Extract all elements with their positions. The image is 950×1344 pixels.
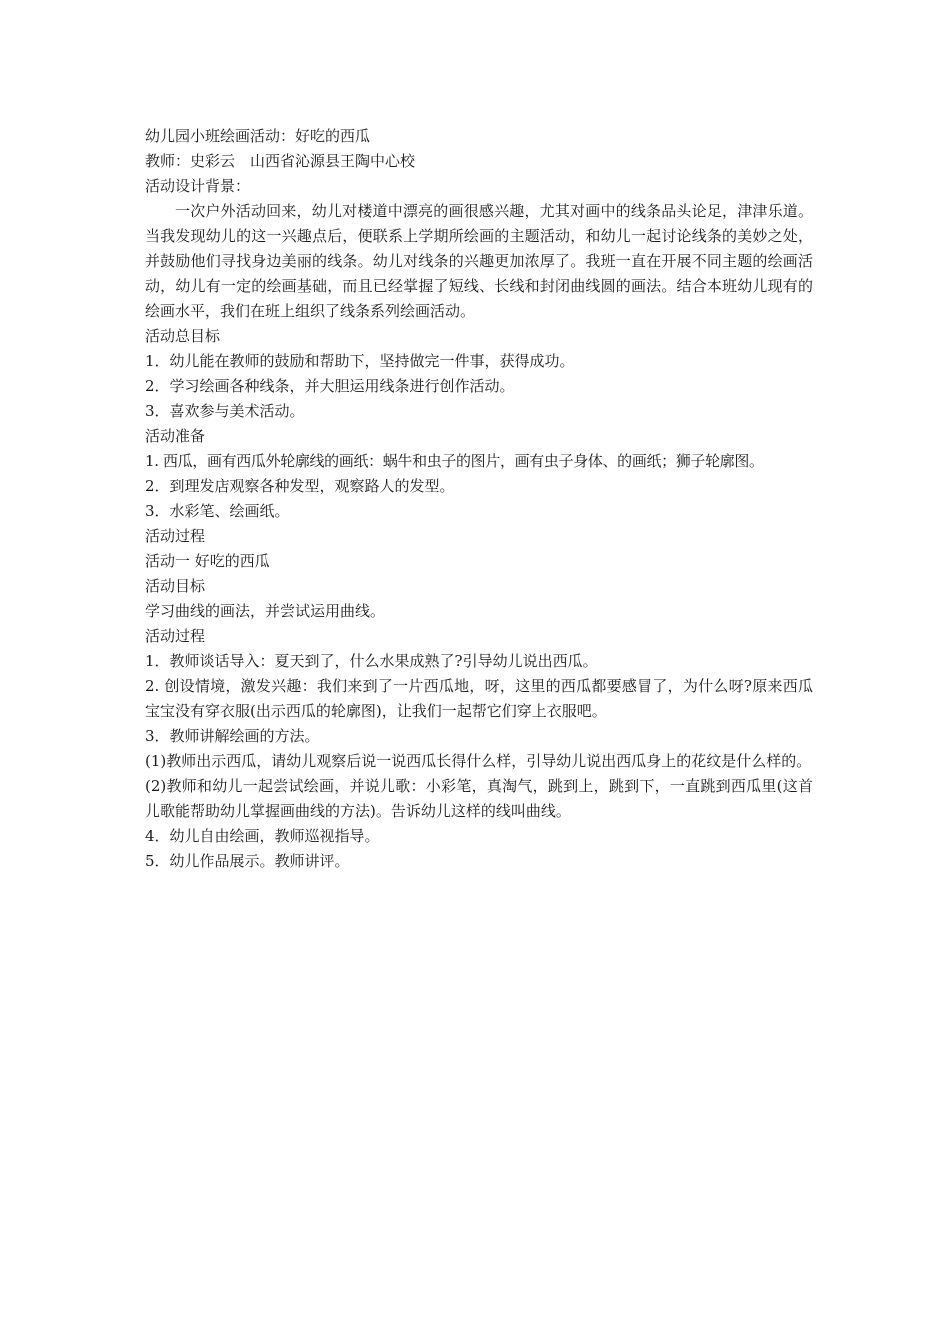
step-item: 1．教师谈话导入：夏天到了，什么水果成熟了?引导幼儿说出西瓜。 (145, 652, 598, 670)
goal-item: 3．喜欢参与美术活动。 (145, 402, 305, 420)
prep-item: 1. 西瓜，画有西瓜外轮廓线的画纸：蜗牛和虫子的图片，画有虫子身体、的画纸；狮子轮廓图。 (145, 452, 764, 470)
goals-heading: 活动总目标 (145, 327, 221, 345)
step-item: (1)教师出示西瓜，请幼儿观察后说一说西瓜长得什么样，引导幼儿说出西瓜身上的花纹是什么样的。 (145, 752, 812, 770)
step-item: 2. 创设情境，激发兴趣：我们来到了一片西瓜地，呀，这里的西瓜都要感冒了，为什么呀?原来西瓜宝宝没有穿衣服(出示西瓜的轮廓图)，让我们一起帮它们穿上衣服吧。 (145, 677, 813, 720)
step-item: 5．幼儿作品展示。教师讲评。 (145, 852, 350, 870)
goal-item: 2．学习绘画各种线条，并大胆运用线条进行创作活动。 (145, 377, 515, 395)
objective-text: 学习曲线的画法，并尝试运用曲线。 (145, 602, 386, 620)
objective-heading: 活动目标 (145, 577, 206, 595)
background-paragraph: 一次户外活动回来，幼儿对楼道中漂亮的画很感兴趣，尤其对画中的线条品头论足，津津乐道。当我发现幼儿的这一兴趣点后，便联系上学期所绘画的主题活动，和幼儿一起讨论线条的美妙之处，并鼓励他们寻找身边美丽的线条。幼儿对线条的兴趣更加浓厚了。我班一直在开展不同主题的绘画活动，幼儿有一定的绘画基础，而且已经掌握了短线、长线和封闭曲线圆的画法。结合本班幼儿现有的绘画水平，我们在班上组织了线条系列绘画活动。 (145, 202, 813, 320)
background-heading: 活动设计背景： (145, 177, 251, 195)
author-line: 教师：史彩云 山西省沁源县王陶中心校 (145, 152, 416, 170)
process-heading: 活动过程 (145, 527, 206, 545)
document-body (145, 124, 813, 874)
step-item: 4．幼儿自由绘画，教师巡视指导。 (145, 827, 380, 845)
prep-item: 3．水彩笔、绘画纸。 (145, 502, 290, 520)
step-item: 3．教师讲解绘画的方法。 (145, 727, 320, 745)
step-item: (2)教师和幼儿一起尝试绘画，并说儿歌：小彩笔，真淘气，跳到上，跳到下，一直跳到西瓜里(这首儿歌能帮助幼儿掌握画曲线的方法)。告诉幼儿这样的线叫曲线。 (145, 777, 813, 820)
prep-item: 2．到理发店观察各种发型，观察路人的发型。 (145, 477, 455, 495)
prep-heading: 活动准备 (145, 427, 206, 445)
process-heading-2: 活动过程 (145, 627, 206, 645)
goal-item: 1．幼儿能在教师的鼓励和帮助下，坚持做完一件事，获得成功。 (145, 352, 575, 370)
document-title: 幼儿园小班绘画活动：好吃的西瓜 (145, 127, 371, 145)
activity-title: 活动一 好吃的西瓜 (145, 552, 270, 570)
